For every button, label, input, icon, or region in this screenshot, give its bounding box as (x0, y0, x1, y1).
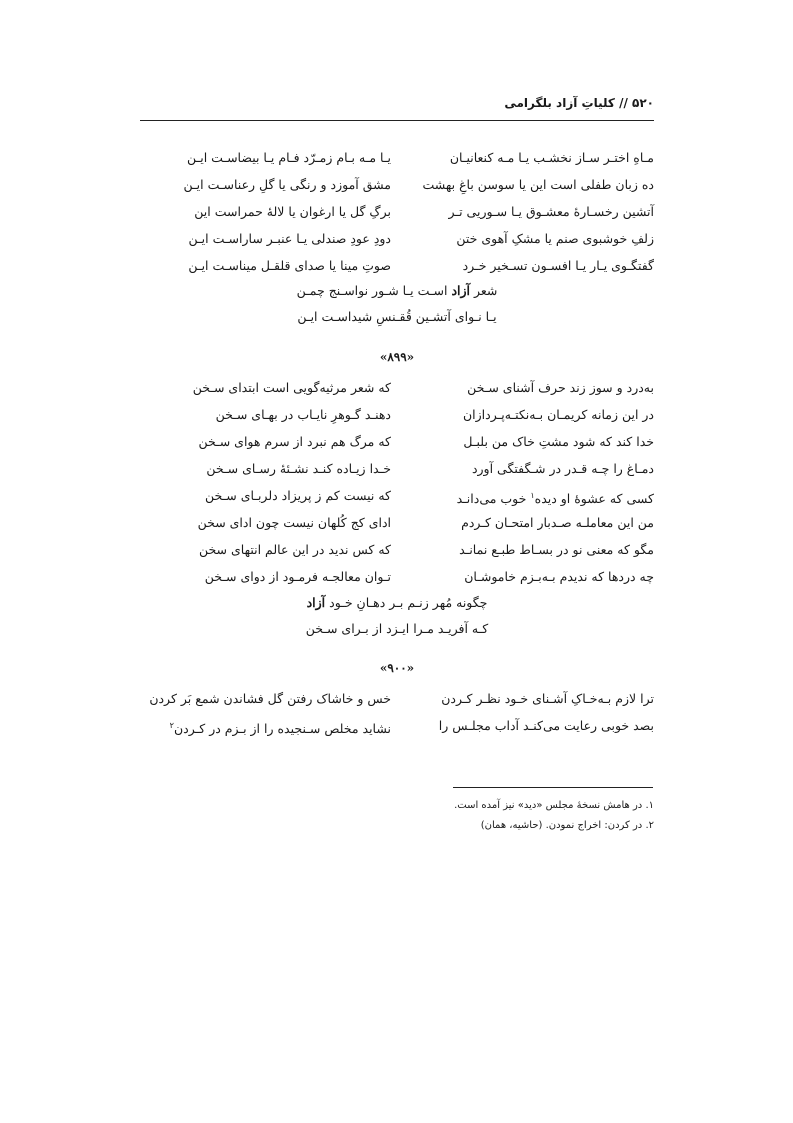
running-header (140, 96, 654, 116)
hemistich-right: مـاهِ اختـر سـاز نخشـب یـا مـه کنعانیـان (449, 150, 654, 165)
footnote: ۲. در کردن: اخراج نمودن. (حاشیه، همان) (480, 820, 654, 831)
footnote-marker: ۱ (530, 491, 535, 500)
hemistich-left: که مرگ هم نبرد از سرم هوای سـخن (198, 434, 391, 449)
hemistich-left: ادای کج کُلهان نیست چون ادای سخن (197, 515, 391, 530)
couplet (140, 567, 654, 593)
header-rule (140, 120, 654, 121)
hemistich-right: خدا کند که شود مشتِ خاک من بلبـل (463, 434, 654, 449)
poem-number: «۹۰۰» (379, 661, 415, 675)
hemistich-right (406, 486, 654, 509)
closing-text: چگونه مُهر زنـم بـر دهـانِ خـود (329, 595, 488, 610)
page-number: ۵۲۰ (632, 96, 654, 110)
closing-text: اسـت یـا شـور نواسـنج چمـن (296, 283, 448, 298)
couplet (140, 513, 654, 539)
couplet (140, 459, 654, 485)
hemistich-right: چه دردها که ندیدم بـه‌بـزم خاموشـان (464, 569, 654, 584)
couplet (140, 175, 654, 201)
hemistich-left: دودِ عودِ صندلی یـا عنبـر ساراسـت ایـن (188, 231, 391, 246)
hemistich-left (140, 716, 391, 739)
closing-line (140, 281, 654, 301)
poet-name: آزاد (451, 283, 471, 298)
hemistich-right: به‌درد و سوز زند حرف آشنای سـخن (467, 380, 654, 395)
hemistich-left: تـوان معالجـه فرمـود از دوای سـخن (204, 569, 391, 584)
hemistich-left: صوتِ مینا یا صدای قلقـل میناسـت ایـن (188, 258, 391, 273)
hemistich-text: نشاید مخلص سـنجیده را از بـزم در کـردن (173, 721, 391, 737)
closing-line: کـه آفریـد مـرا ایـزد از بـرای سـخن (305, 621, 489, 636)
hemistich-text: خوب می‌دانـد (456, 491, 531, 507)
hemistich-text: کسی که عشوهٔ او دیده (534, 491, 654, 507)
hemistich-left: که شعر مرثیه‌گویی است ابتدای سـخن (192, 380, 391, 395)
couplet (140, 716, 654, 742)
hemistich-left: خـدا زیـاده کنـد نشـئهٔ رسـای سـخن (206, 461, 391, 476)
poem-number: «۸۹۹» (379, 350, 415, 364)
poet-name: آزاد (306, 595, 326, 610)
couplet (140, 148, 654, 174)
hemistich-right: مگو که معنی نو در بسـاط طبـع نمانـد (459, 542, 654, 557)
closing-line: یـا نـوای آتشـین قُقـنسِ شیداسـت ایـن (297, 309, 497, 324)
hemistich-right: دمـاغ را چـه قـدر در شـگفتگی آورد (471, 461, 654, 476)
hemistich-left: که کس ندید در این عالم انتهای سخن (198, 542, 391, 557)
hemistich-right: زلفِ خوشبوی صنم یا مشکِ آهوی ختن (456, 231, 654, 246)
hemistich-left: خس و خاشاک رفتن گل فشاندن شمع بَر کردن (149, 691, 391, 706)
hemistich-left: مشق آموزد و رنگی یا گلِ رعناسـت ایـن (183, 177, 391, 192)
hemistich-left: که نیست کم ز پریزاد دلربـای سـخن (205, 488, 391, 503)
closing-text: شعر (474, 283, 498, 298)
couplet (140, 256, 654, 282)
closing-line (140, 593, 654, 613)
hemistich-right: بصد خوبی رعایت می‌کنـد آداب مجلـس را (438, 718, 654, 733)
header-separator: // (619, 96, 628, 110)
couplet (140, 540, 654, 566)
hemistich-right: من این معاملـه صـدبار امتحـان کـردم (461, 515, 654, 530)
hemistich-right: آتشین رخسـارهٔ معشـوق یـا سـوریی تـر (448, 204, 654, 219)
hemistich-right: ترا لازم بـه‌خـاکِ آشـنای خـود نظـر کـردن (441, 691, 654, 706)
hemistich-left: یـا مـه بـام زمـرّد فـام یـا بیضاسـت ایـن (187, 150, 391, 165)
footnote: ۱. در هامش نسخهٔ مجلس «دید» نیز آمده است. (454, 800, 654, 811)
hemistich-right: در این زمانه کریمـان بـه‌نکتـه‌پـردازان (462, 407, 654, 422)
couplet (140, 202, 654, 228)
couplet (140, 486, 654, 512)
footnote-rule (453, 787, 653, 788)
couplet (140, 229, 654, 255)
footnote-marker: ۲ (169, 721, 174, 730)
hemistich-left: برگِ گل یا ارغوان یا لالهٔ حمراست این (194, 204, 391, 219)
couplet (140, 405, 654, 431)
hemistich-right: ده زبان طفلی است این یا سوسن باغِ بهشت (422, 177, 654, 192)
couplet (140, 689, 654, 715)
hemistich-right: گفتگـوی یـار یـا افسـون تسـخیر خـرد (462, 258, 654, 273)
couplet (140, 432, 654, 458)
book-title: کلیاتِ آزاد بلگرامی (504, 96, 615, 110)
hemistich-left: دهنـد گـوهرِ نایـاب در بهـای سـخن (215, 407, 391, 422)
couplet (140, 378, 654, 404)
